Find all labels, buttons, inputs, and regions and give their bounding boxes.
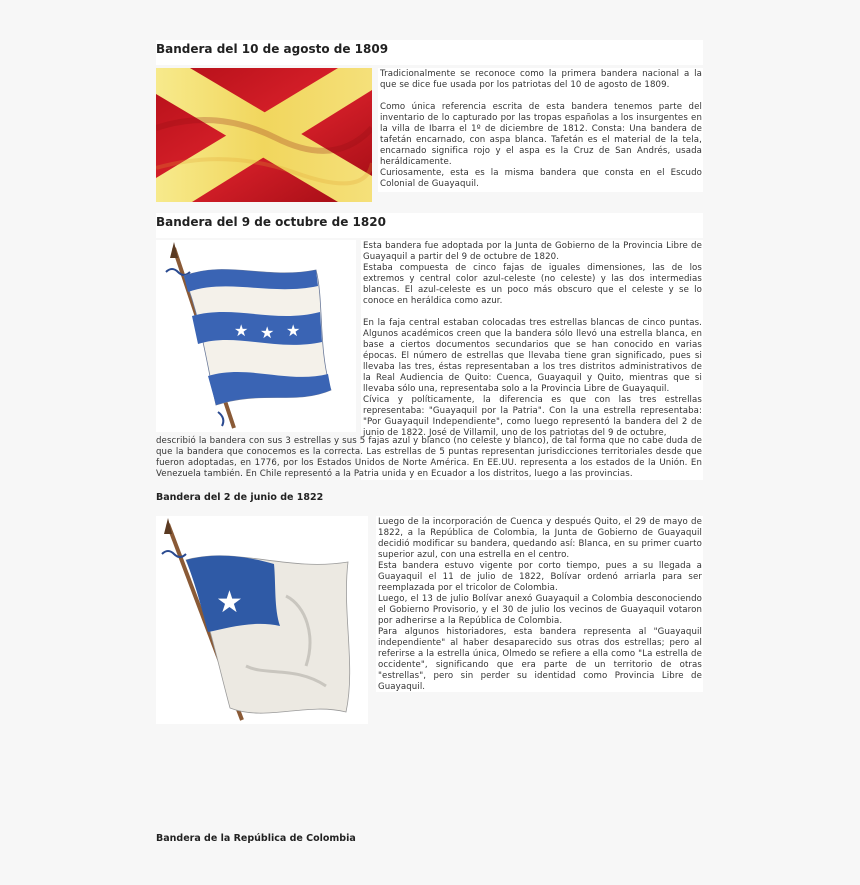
document-page (156, 40, 703, 850)
svg-text:★: ★ (286, 321, 301, 340)
section-title-1809: Bandera del 10 de agosto de 1809 (156, 40, 703, 65)
svg-text:★: ★ (234, 321, 249, 340)
flag-1809-illustration (156, 68, 372, 202)
section-text-1822: Luego de la incorporación de Cuenca y después Quito, el 29 de mayo de 1822, a la República de Colombia, la Junta de Gobierno de Guayaquil decidió modificar su bandera, quedando así: Blanca, en su primer cuarto superior azul, con una estrella en el centro. Esta bandera estuvo vigente por corto tiempo, pues a su llegada a Guayaquil el 11 de julio de 1822, Bolívar ordenó arriarla para ser reemplazada por el tricolor de Colombia. Luego, el 13 de julio Bolívar anexó Guayaquil a Colombia desconociendo el Gobierno Provisorio, y el 30 de julio los vecinos de Guayaquil votaron por adherirse a la República de Colombia. Para algunos historiadores, esta bandera representa al "Guayaquil independiente" al haber desaparecido sus otras dos estrellas; pero al referirse a la estrella única, Olmedo se refiere a ella como "La estrella de occidente", significando que era parte de un territorio de otras "estrellas", pero sin perder su identidad como Provincia Libre de Guayaquil. (378, 517, 702, 692)
section-title-colombia: Bandera de la República de Colombia (156, 833, 356, 844)
flag-1809-image (156, 68, 372, 202)
section-title-1822: Bandera del 2 de junio de 1822 (156, 492, 324, 503)
flag-1820-image (156, 240, 356, 432)
section-text-1820: Esta bandera fue adoptada por la Junta de Gobierno de la Provincia Libre de Guayaquil a partir del 9 de octubre de 1820. Estaba compuesta de cinco fajas de iguales dimensiones, las de los extremos y central color azul-celeste (no celeste) y las dos intermedias blancas. El azul-celeste es un poco más obscuro que el celeste y se lo conoce en heráldica como azur. En la faja central estaban colocadas tres estrellas blancas de cinco puntas. Algunos académicos creen que la bandera sólo llevó una estrella blanca, en base a ciertos documentos secundarios que se han conocido en varias épocas. El número de estrellas que llevaba tiene gran significado, pues si llevaba las tres, éstas representaban a los tres distritos administrativos de la Real Audiencia de Quito: Cuenca, Guayaquil y Quito, mientras que si llevaba sólo una, representaba solo a la Provincia Libre de Guayaquil. Cívica y políticamente, la diferencia es que con las tres estrellas representaba: "Guayaquil por la Patria". Con la una estrella representaba: "Por Guayaquil Independiente", como luego representó la bandera del 2 de junio de 1822. José de Villamil, uno de los patriotas del 9 de octubre, (363, 241, 702, 438)
section-title-1820: Bandera del 9 de octubre de 1820 (156, 213, 703, 238)
flag-1820-illustration (156, 240, 356, 432)
section-text-1820-continued: describió la bandera con sus 3 estrellas y sus 5 fajas azul y blanco (no celeste y blanco), de tal forma que no cabe duda de que la bandera que conocemos es la correcta. Las estrellas de 5 puntas representan jurisdicciones territoriales desde que fueron adoptadas, en 1776, por los Estados Unidos de Norte América. En EE.UU. representa a los estados de la Unión. En Venezuela también. En Chile representó a la Patria unida y en Ecuador a los distritos, luego a las provincias. (156, 436, 702, 479)
svg-text:★: ★ (260, 323, 275, 342)
section-text-1809: Tradicionalmente se reconoce como la primera bandera nacional a la que se dice fue usada por los patriotas del 10 de agosto de 1809. Como única referencia escrita de esta bandera tenemos parte del inventario de lo capturado por las tropas españolas a los insurgentes en la villa de Ibarra el 1º de diciembre de 1812. Consta: Una bandera de tafetán encarnado, con aspa blanca. Tafetán es el material de la tela, encarnado significa rojo y el aspa es la Cruz de San Andrés, usada heráldicamente. Curiosamente, esta es la misma bandera que consta en el Escudo Colonial de Guayaquil. (380, 69, 702, 189)
flag-1822-image (156, 516, 368, 724)
svg-text:★: ★ (216, 585, 243, 620)
flag-1822-illustration (156, 516, 368, 724)
